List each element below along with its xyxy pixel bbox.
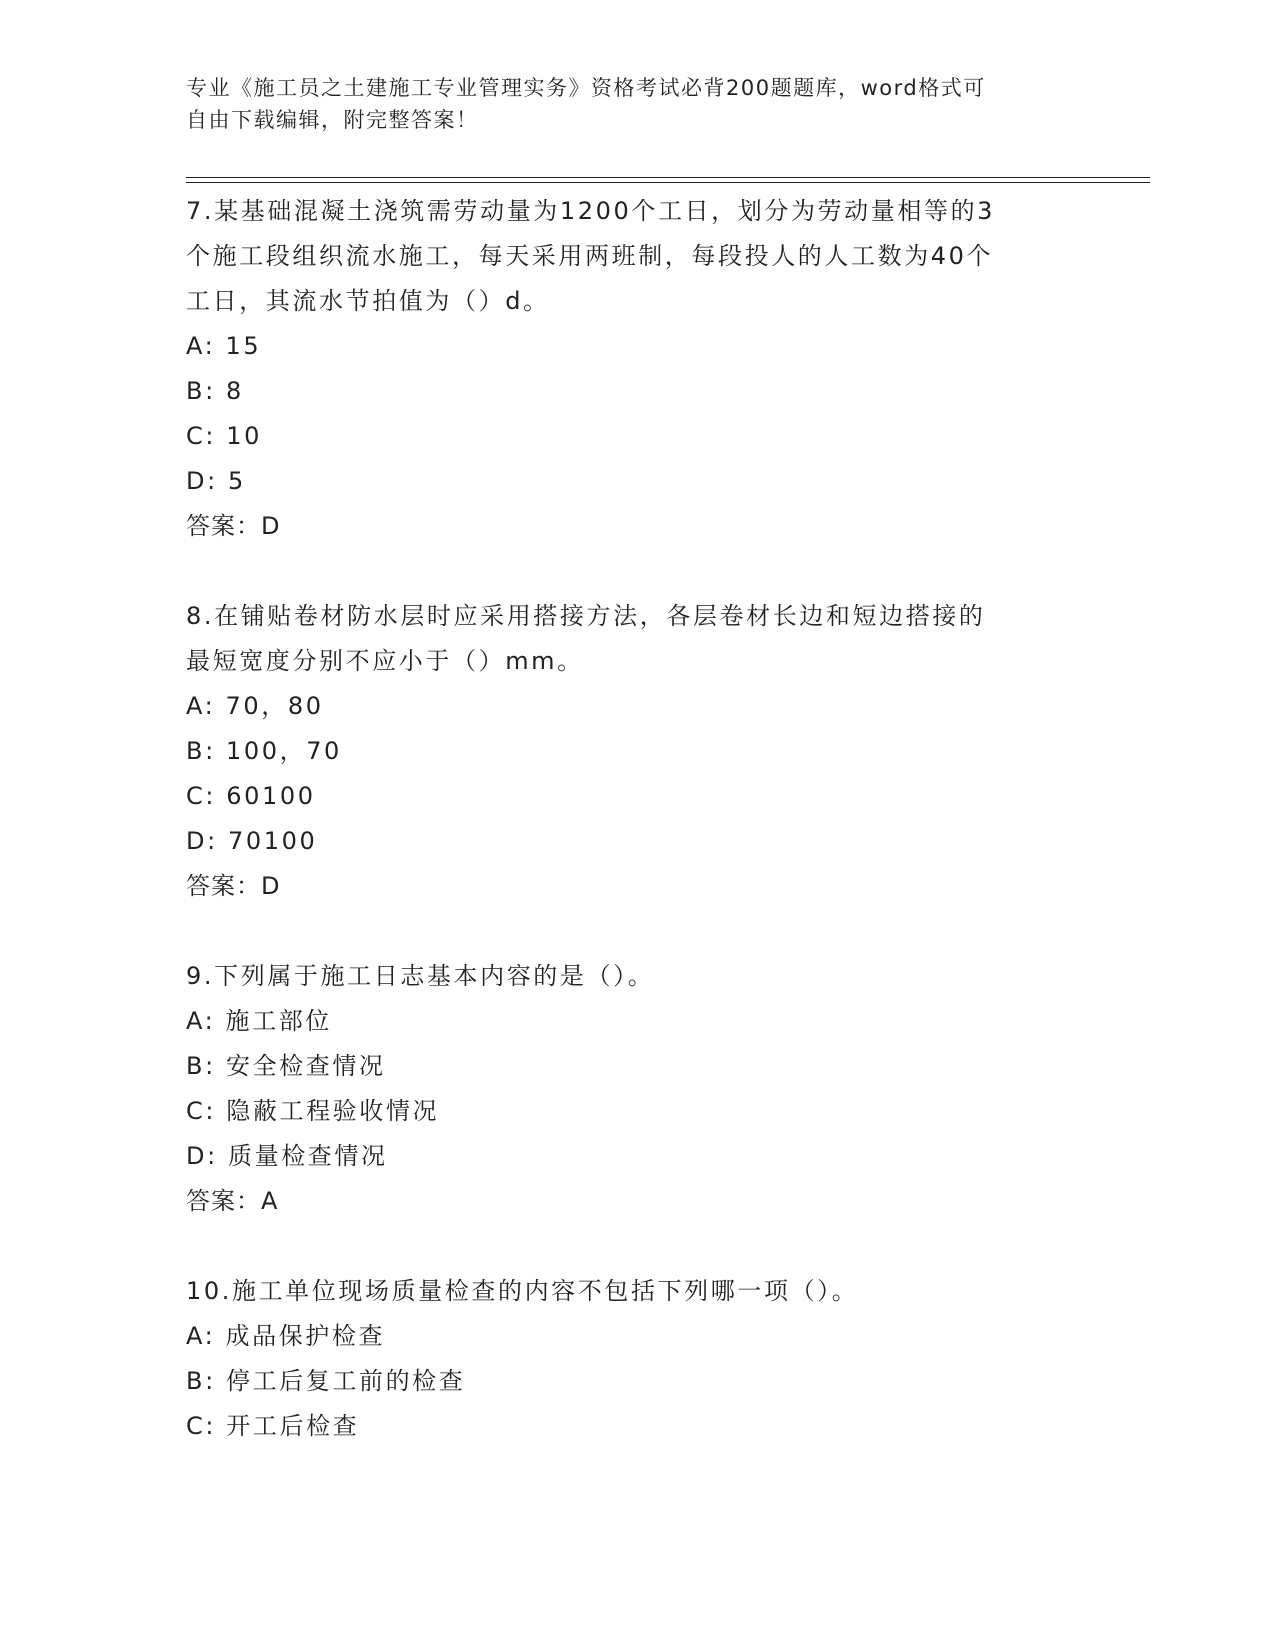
- question-9: [186, 954, 1086, 1224]
- question-line: 工日，其流水节拍值为（）d。: [186, 287, 550, 315]
- question-text: [186, 1269, 1086, 1314]
- header-line-2: 自由下载编辑，附完整答案！: [186, 108, 479, 132]
- option-c: C: 开工后检查: [186, 1412, 360, 1440]
- header-line-1: 专业《施工员之土建施工专业管理实务》资格考试必背200题题库，word格式可: [186, 76, 986, 100]
- option-b: B: 8: [186, 377, 244, 405]
- question-text: [186, 594, 1086, 684]
- answer: 答案：D: [186, 512, 281, 540]
- question-list: [186, 189, 1086, 1494]
- question-line: 10.施工单位现场质量检查的内容不包括下列哪一项（）。: [186, 1277, 859, 1305]
- option-b: B: 停工后复工前的检查: [186, 1367, 466, 1395]
- option-a: A: 15: [186, 332, 262, 360]
- question-line: 个施工段组织流水施工，每天采用两班制，每段投人的人工数为40个: [186, 242, 994, 270]
- question-7: [186, 189, 1086, 549]
- question-line: 9.下列属于施工日志基本内容的是（）。: [186, 962, 655, 990]
- answer: 答案：D: [186, 872, 281, 900]
- option-c: C: 10: [186, 422, 263, 450]
- option-a: A: 成品保护检查: [186, 1322, 386, 1350]
- option-b: B: 100，70: [186, 737, 342, 765]
- option-d: D: 70100: [186, 827, 318, 855]
- question-line: 最短宽度分别不应小于（）mm。: [186, 647, 584, 675]
- question-8: [186, 594, 1086, 909]
- question-text: [186, 954, 1086, 999]
- option-b: B: 安全检查情况: [186, 1052, 386, 1080]
- question-line: 7.某基础混凝土浇筑需劳动量为1200个工日，划分为劳动量相等的3: [186, 197, 996, 225]
- question-text: [186, 189, 1086, 324]
- question-10: [186, 1269, 1086, 1449]
- question-line: 8.在铺贴卷材防水层时应采用搭接方法，各层卷材长边和短边搭接的: [186, 602, 986, 630]
- header-rule-top: [186, 177, 1150, 178]
- document-header: [186, 72, 1066, 136]
- header-rule-bottom: [186, 182, 1150, 183]
- option-d: D: 5: [186, 467, 246, 495]
- option-d: D: 质量检查情况: [186, 1142, 388, 1170]
- answer: 答案：A: [186, 1187, 279, 1215]
- option-c: C: 60100: [186, 782, 316, 810]
- option-a: A: 施工部位: [186, 1007, 332, 1035]
- option-a: A: 70，80: [186, 692, 324, 720]
- option-c: C: 隐蔽工程验收情况: [186, 1097, 440, 1125]
